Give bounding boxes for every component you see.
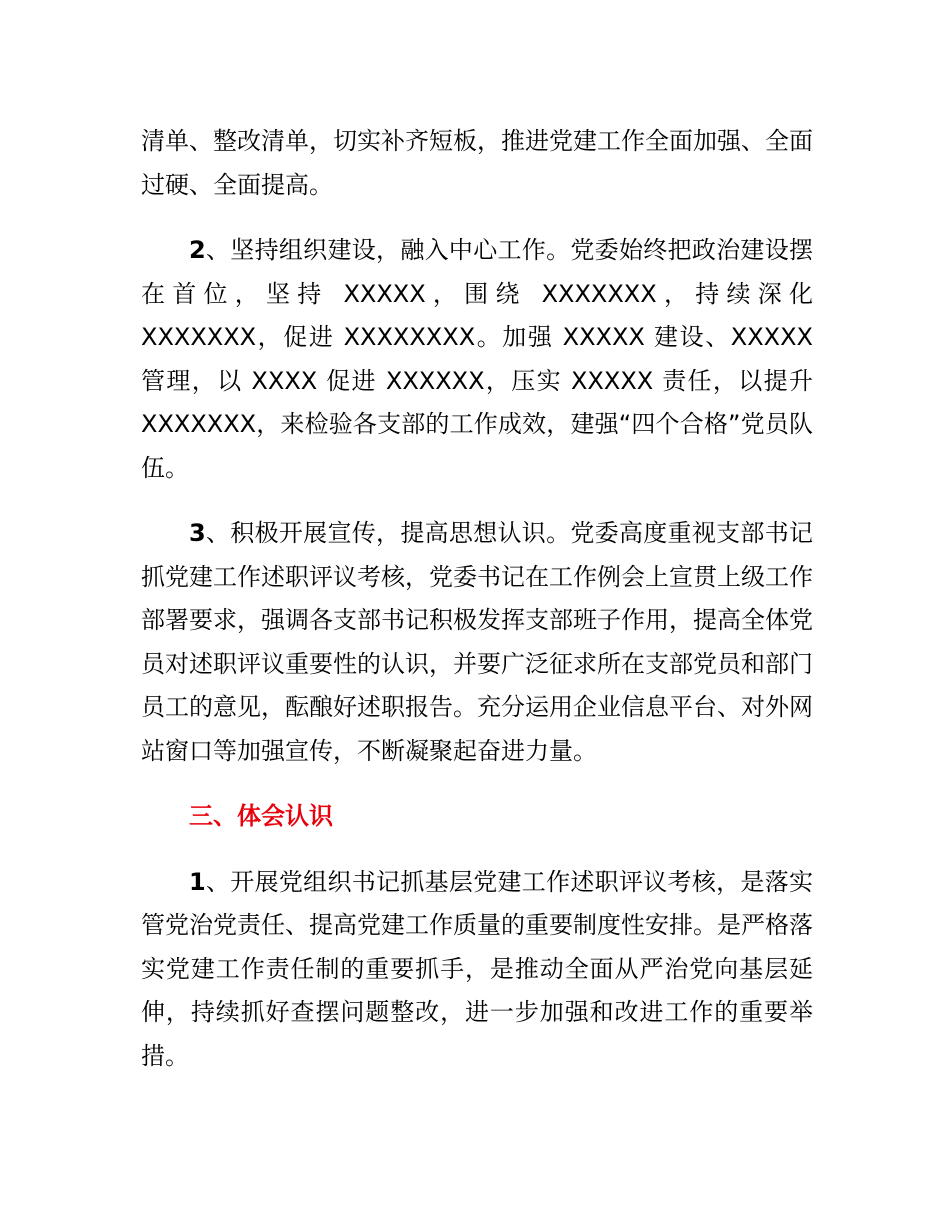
item-number: 3 bbox=[189, 519, 206, 547]
paragraph-text: 清单、整改清单，切实补齐短板，推进党建工作全面加强、全面过硬、全面提高。 bbox=[141, 127, 813, 199]
paragraph-text: 、积极开展宣传，提高思想认识。党委高度重视支部书记抓党建工作述职评议考核，党委书记在工作例会上宣贯上级工作部署要求，强调各支部书记积极发挥支部班子作用，提高全体党员对述职评议重要性的认识，并要广泛征求所在支部党员和部门员工的意见，酝酿好述职报告。充分运用企业信息平台、对外网站窗口等加强宣传，不断凝聚起奋进力量。 bbox=[141, 519, 813, 765]
paragraph-item-1 bbox=[141, 861, 813, 1079]
item-number: 2 bbox=[189, 236, 206, 264]
document-page bbox=[141, 120, 813, 1078]
paragraph-item-3 bbox=[141, 512, 813, 773]
paragraph-continuation bbox=[141, 120, 813, 207]
section-heading: 三、体会认识 bbox=[189, 802, 333, 830]
paragraph-text: 、坚持组织建设，融入中心工作。党委始终把政治建设摆在首位，坚持 XXXXX，围绕 XXXXXXX，持续深化 XXXXXXX，促进 XXXXXXXX。加强 XXXXX 建设、XXXXX 管理，以 XXXX 促进 XXXXXX，压实 XXXXX 责任，以提升 XXXXXXX，来检验各支部的工作成效，建强“四个合格”党员队伍。 bbox=[141, 236, 813, 482]
paragraph-item-2 bbox=[141, 229, 813, 490]
item-number: 1 bbox=[189, 867, 206, 896]
paragraph-text: 、开展党组织书记抓基层党建工作述职评议考核，是落实管党治党责任、提高党建工作质量的重要制度性安排。是严格落实党建工作责任制的重要抓手，是推动全面从严治党向基层延伸，持续抓好查摆问题整改，进一步加强和改进工作的重要举措。 bbox=[141, 867, 813, 1070]
